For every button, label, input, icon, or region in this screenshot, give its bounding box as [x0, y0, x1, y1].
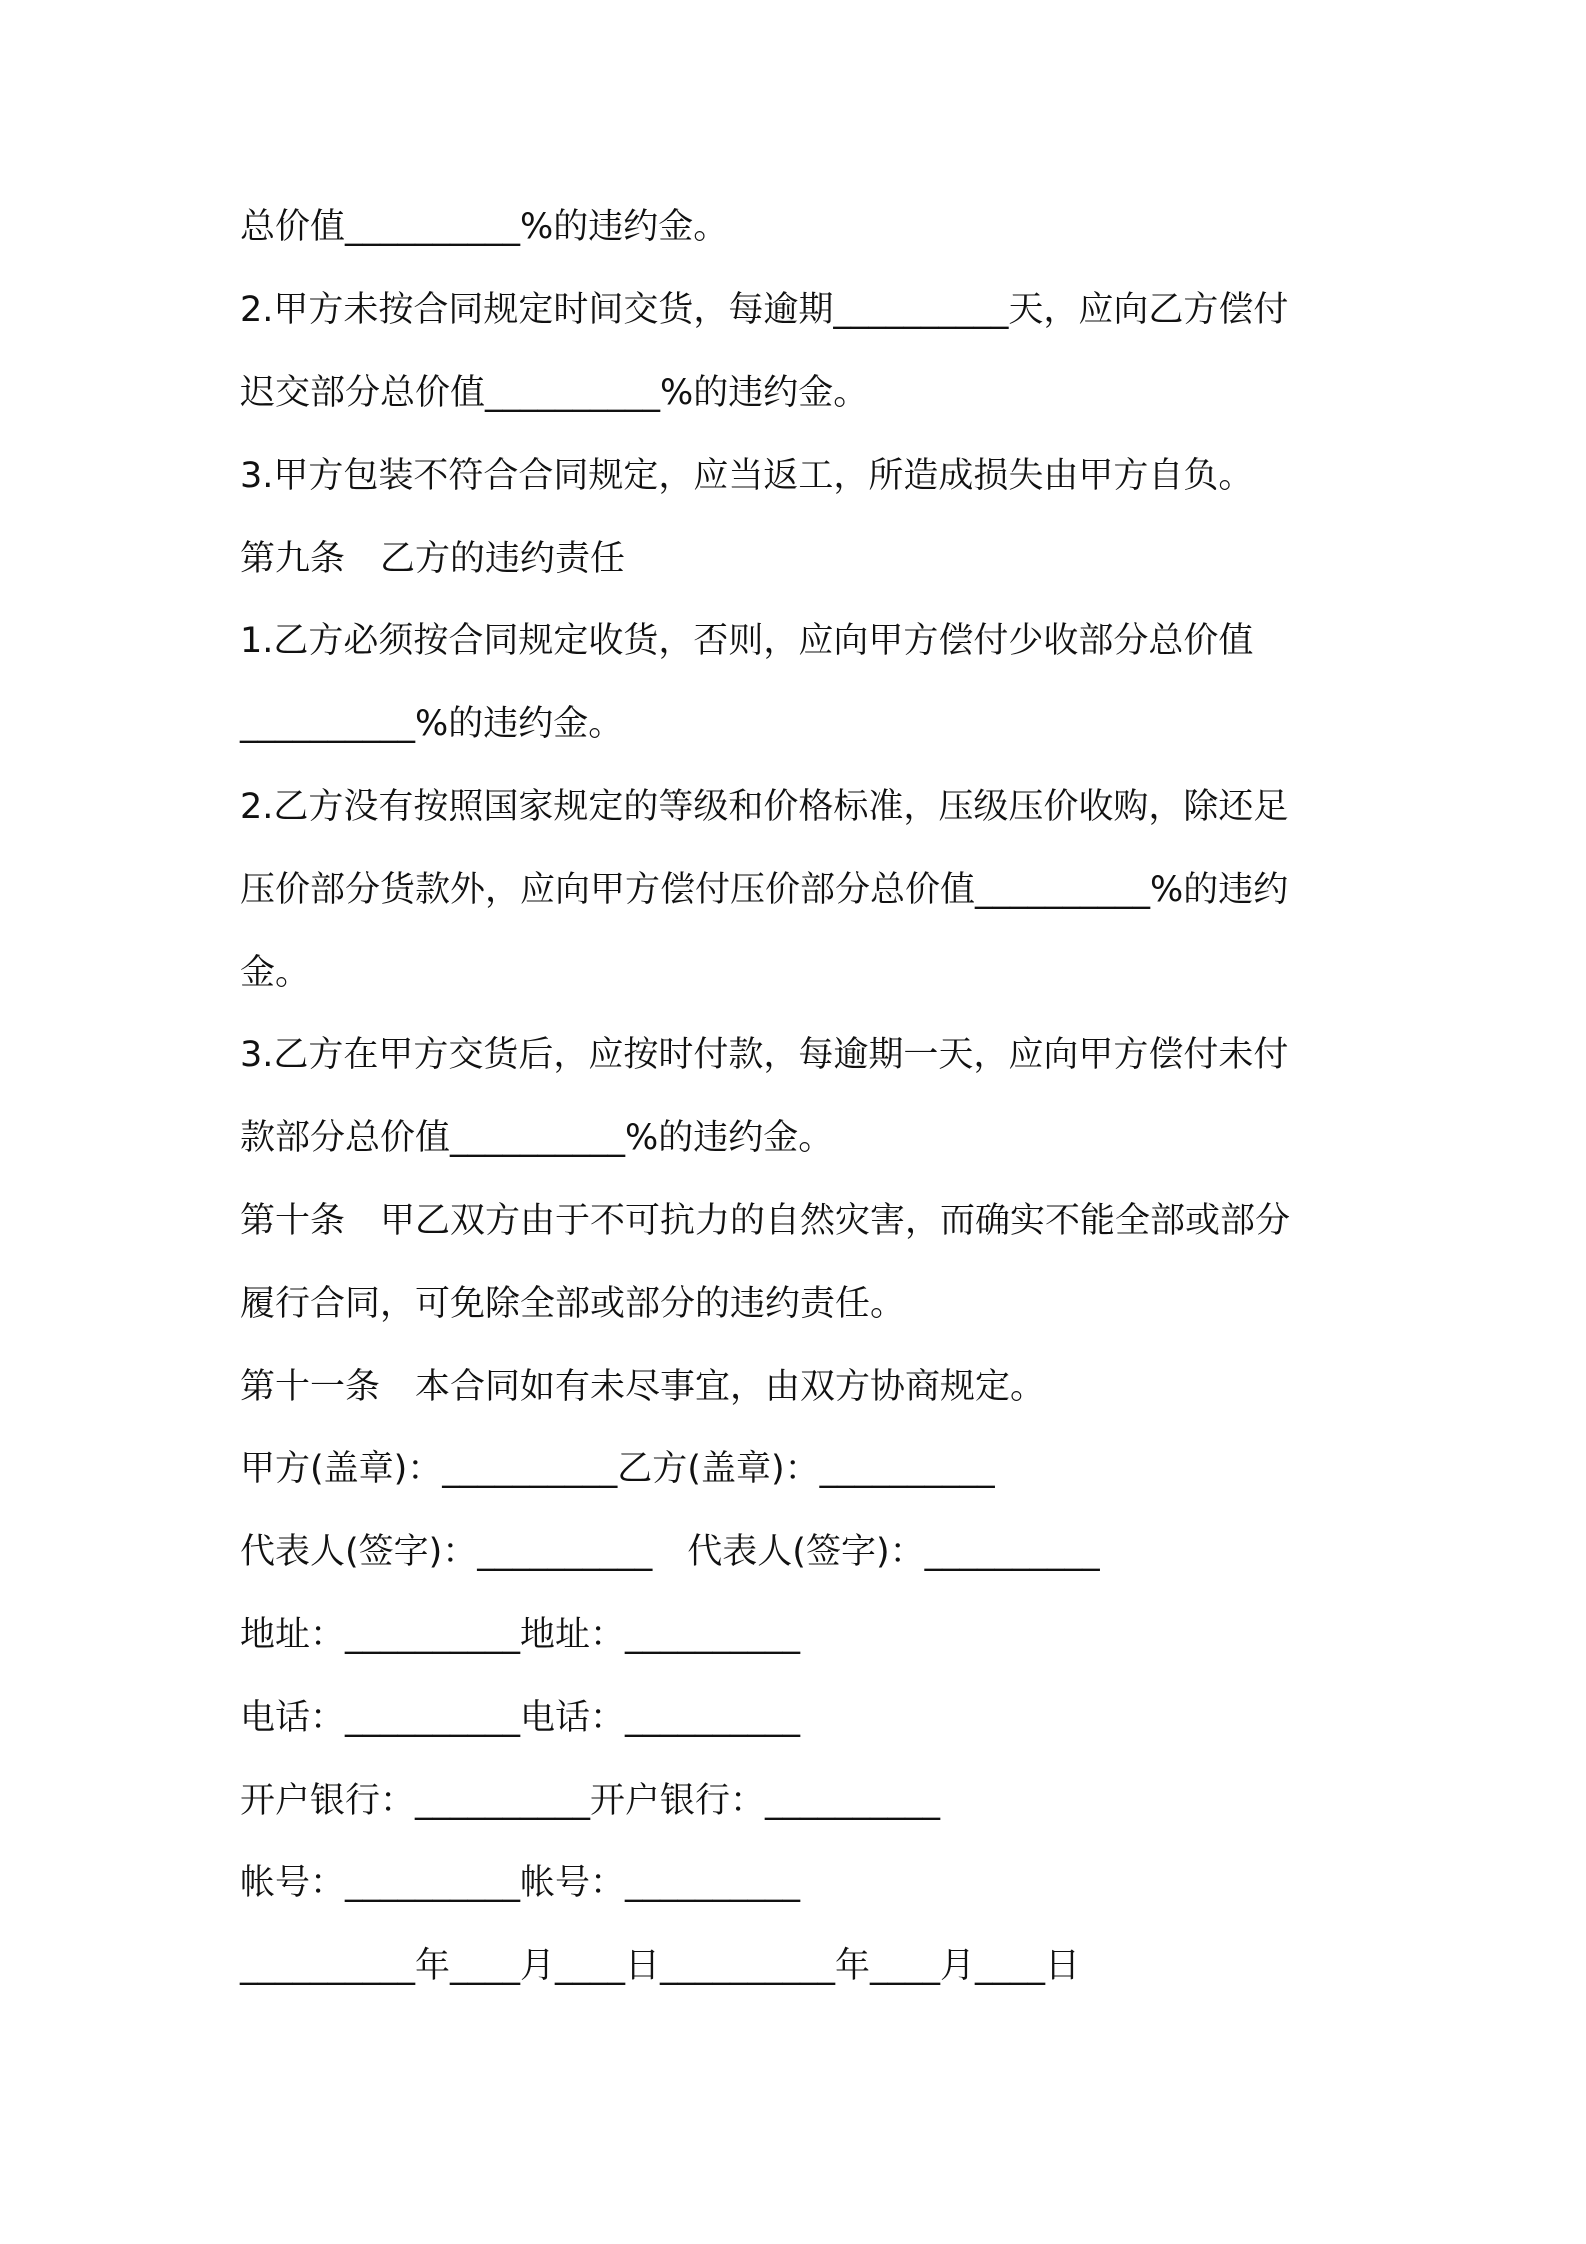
signature-phone: 电话：__________电话：__________	[240, 1698, 801, 1738]
clause-text-line: 2.乙方没有按照国家规定的等级和价格标准，压级压价收购，除还足	[240, 787, 1289, 827]
clause-text-line: 压价部分货款外，应向甲方偿付压价部分总价值__________%的违约	[240, 870, 1289, 910]
clause-text-line: 3.乙方在甲方交货后，应按时付款，每逾期一天，应向甲方偿付未付	[240, 1035, 1289, 1075]
signature-account: 帐号：__________帐号：__________	[240, 1863, 801, 1903]
signature-address: 地址：__________地址：__________	[240, 1615, 801, 1655]
section-heading: 第十条 甲乙双方由于不可抗力的自然灾害，而确实不能全部或部分	[240, 1201, 1291, 1241]
clause-text-line: 金。	[240, 953, 311, 993]
clause-text-line: 总价值__________%的违约金。	[240, 207, 729, 247]
signature-date: __________年____月____日__________年____月____日	[240, 1946, 1081, 1986]
section-heading: 第十一条 本合同如有未尽事宜，由双方协商规定。	[240, 1367, 1046, 1407]
signature-representative: 代表人(签字)：__________ 代表人(签字)：__________	[240, 1532, 1100, 1572]
clause-text-line: 1.乙方必须按合同规定收货，否则，应向甲方偿付少收部分总价值	[240, 621, 1254, 661]
clause-text-line: 迟交部分总价值__________%的违约金。	[240, 373, 869, 413]
clause-text-line: 2.甲方未按合同规定时间交货，每逾期__________天，应向乙方偿付	[240, 290, 1289, 330]
clause-text-line: 履行合同，可免除全部或部分的违约责任。	[240, 1284, 906, 1324]
clause-text-line: __________%的违约金。	[240, 704, 624, 744]
signature-seal-line: 甲方(盖章)：__________乙方(盖章)：__________	[240, 1449, 995, 1489]
clause-text-line: 款部分总价值__________%的违约金。	[240, 1118, 834, 1158]
section-heading: 第九条 乙方的违约责任	[240, 539, 626, 579]
signature-bank: 开户银行：__________开户银行：__________	[240, 1781, 941, 1821]
clause-text-line: 3.甲方包装不符合合同规定，应当返工，所造成损失由甲方自负。	[240, 456, 1254, 496]
